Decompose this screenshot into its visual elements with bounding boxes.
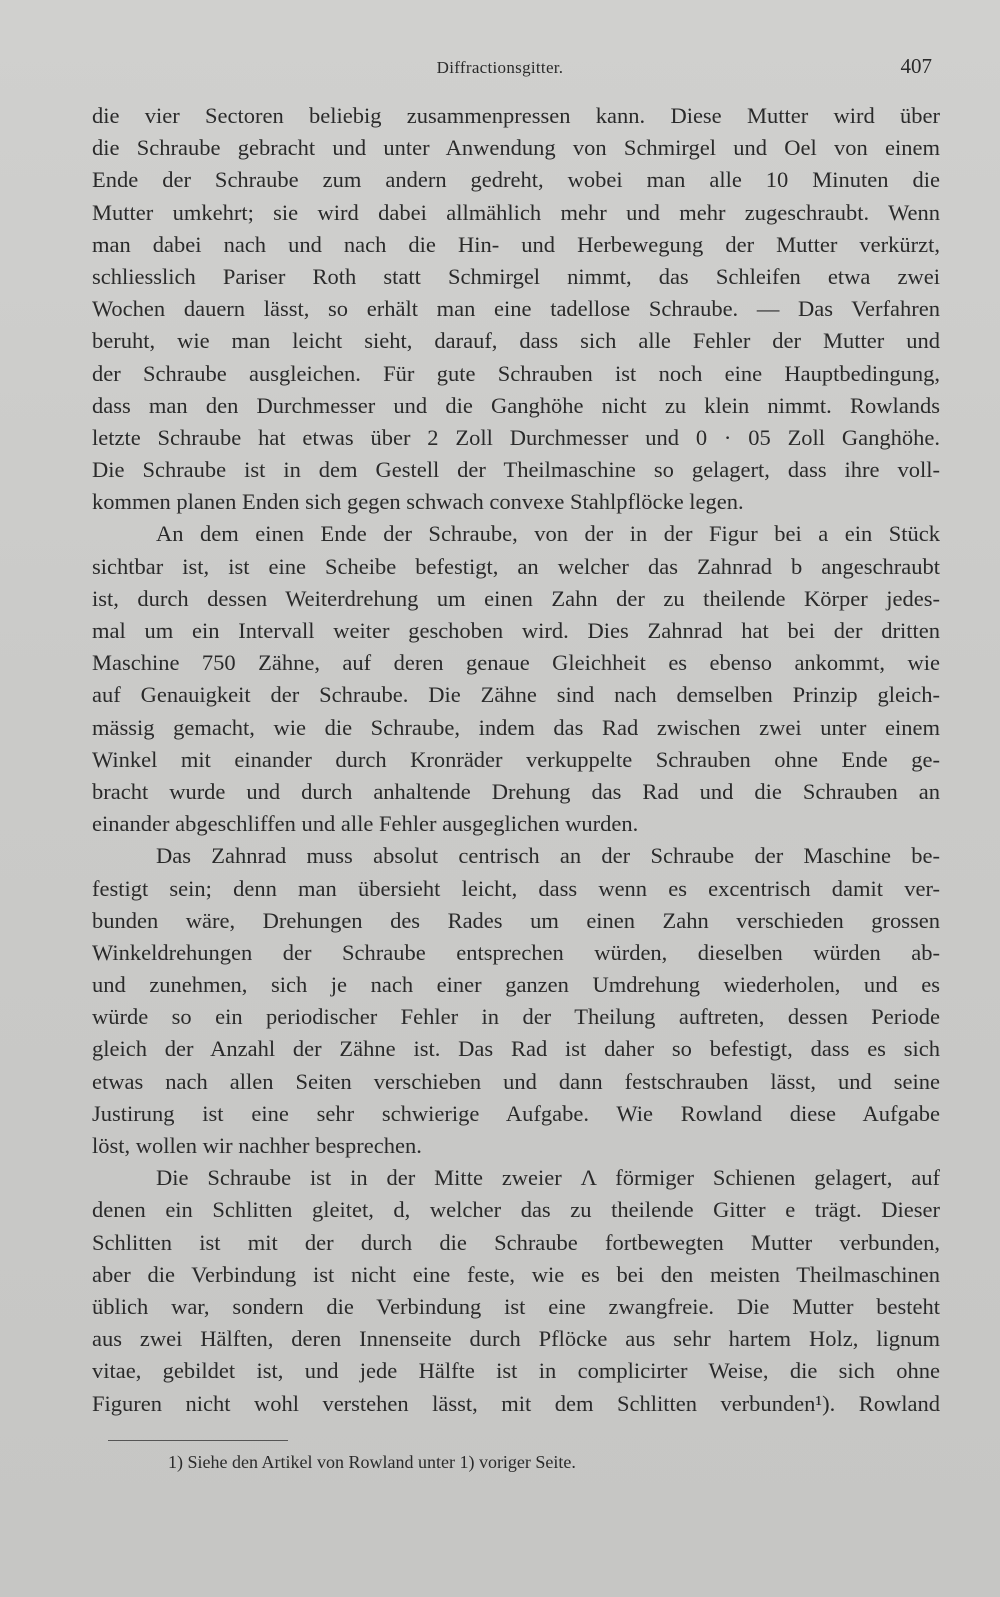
text-line: schliesslich Pariser Roth statt Schmirgel nimmt, das Schleifen etwa zwei	[92, 263, 940, 289]
page-number: 407	[900, 54, 932, 78]
text-line: bunden wäre, Drehungen des Rades um einen Zahn verschieden grossen	[92, 907, 940, 933]
text-line: die Schraube gebracht und unter Anwendung von Schmirgel und Oel von einem	[92, 135, 940, 161]
text-line: ist, durch dessen Weiterdrehung um einen Zahn der zu theilende Körper jedes-	[92, 585, 940, 611]
text-line: etwas nach allen Seiten verschieben und dann festschrauben lässt, und seine	[92, 1068, 940, 1094]
text-line: Winkeldrehungen der Schraube entsprechen würden, dieselben würden ab-	[92, 939, 940, 965]
text-line: mal um ein Intervall weiter geschoben wird. Dies Zahnrad hat bei der dritten	[92, 618, 940, 643]
running-head	[60, 54, 940, 88]
text-line: bracht wurde und durch anhaltende Drehung das Rad und die Schrauben an	[92, 778, 940, 804]
text-line: denen ein Schlitten gleitet, d, welcher das zu theilende Gitter e trägt. Dieser	[92, 1197, 940, 1223]
footnote: 1) Siehe den Artikel von Rowland unter 1) voriger Seite.	[168, 1452, 576, 1472]
text-line: aber die Verbindung ist nicht eine feste, wie es bei den meisten Theilmaschinen	[92, 1261, 940, 1287]
text-line: dass man den Durchmesser und die Ganghöhe nicht zu klein nimmt. Rowlands	[92, 392, 940, 418]
text-line: Figuren nicht wohl verstehen lässt, mit dem Schlitten verbunden¹). Rowland	[92, 1390, 940, 1416]
text-line: Winkel mit einander durch Kronräder verkuppelte Schrauben ohne Ende ge-	[92, 746, 940, 772]
text-line: Die Schraube ist in dem Gestell der Theilmaschine so gelagert, dass ihre voll-	[92, 457, 940, 483]
text-line: Justirung ist eine sehr schwierige Aufgabe. Wie Rowland diese Aufgabe	[92, 1100, 940, 1126]
text-line: Ende der Schraube zum andern gedreht, wobei man alle 10 Minuten die	[92, 167, 940, 193]
text-line: gleich der Anzahl der Zähne ist. Das Rad ist daher so befestigt, dass es sich	[92, 1036, 940, 1062]
text-line: Das Zahnrad muss absolut centrisch an der Schraube der Maschine be-	[156, 843, 940, 869]
text-line: man dabei nach und nach die Hin- und Herbewegung der Mutter verkürzt,	[92, 231, 940, 257]
text-line: vitae, gebildet ist, und jede Hälfte ist in complicirter Weise, die sich ohne	[92, 1358, 940, 1384]
text-line: Maschine 750 Zähne, auf deren genaue Gleichheit es ebenso ankommt, wie	[92, 650, 940, 676]
body-text	[92, 100, 940, 1420]
text-line: Schlitten ist mit der durch die Schraube fortbewegten Mutter verbunden,	[92, 1229, 940, 1255]
text-line: Wochen dauern lässt, so erhält man eine tadellose Schraube. — Das Verfahren	[92, 296, 940, 322]
text-line: sichtbar ist, ist eine Scheibe befestigt, an welcher das Zahnrad b angeschraubt	[92, 553, 940, 579]
text-line: die vier Sectoren beliebig zusammenpressen kann. Diese Mutter wird über	[92, 103, 940, 128]
text-line: und zunehmen, sich je nach einer ganzen Umdrehung wiederholen, und es	[92, 972, 940, 998]
text-line: auf Genauigkeit der Schraube. Die Zähne sind nach demselben Prinzip gleich-	[92, 682, 940, 708]
text-line: beruht, wie man leicht sieht, darauf, dass sich alle Fehler der Mutter und	[92, 328, 940, 354]
text-line: Mutter umkehrt; sie wird dabei allmählich mehr und mehr zugeschraubt. Wenn	[92, 199, 940, 225]
text-line: aus zwei Hälften, deren Innenseite durch Pflöcke aus sehr hartem Holz, lignum	[92, 1326, 940, 1352]
text-line: kommen planen Enden sich gegen schwach convexe Stahlpflöcke legen.	[92, 489, 744, 515]
text-line: der Schraube ausgleichen. Für gute Schrauben ist noch eine Hauptbedingung,	[92, 360, 940, 386]
text-line: festigt sein; denn man übersieht leicht, dass wenn es excentrisch damit ver-	[92, 875, 940, 901]
text-line: löst, wollen wir nachher besprechen.	[92, 1133, 422, 1158]
text-line: einander abgeschliffen und alle Fehler ausgeglichen wurden.	[92, 811, 639, 837]
text-line: Die Schraube ist in der Mitte zweier Λ förmiger Schienen gelagert, auf	[156, 1165, 940, 1191]
text-line: würde so ein periodischer Fehler in der Theilung auftreten, dessen Periode	[92, 1004, 940, 1030]
text-line: An dem einen Ende der Schraube, von der in der Figur bei a ein Stück	[156, 521, 940, 547]
running-title: Diffractionsgitter.	[436, 58, 564, 77]
text-line: üblich war, sondern die Verbindung ist eine zwangfreie. Die Mutter besteht	[92, 1293, 940, 1319]
text-line: mässig gemacht, wie die Schraube, indem das Rad zwischen zwei unter einem	[92, 714, 940, 740]
footnote-divider	[108, 1440, 288, 1441]
text-line: letzte Schraube hat etwas über 2 Zoll Durchmesser und 0 · 05 Zoll Ganghöhe.	[92, 424, 940, 450]
